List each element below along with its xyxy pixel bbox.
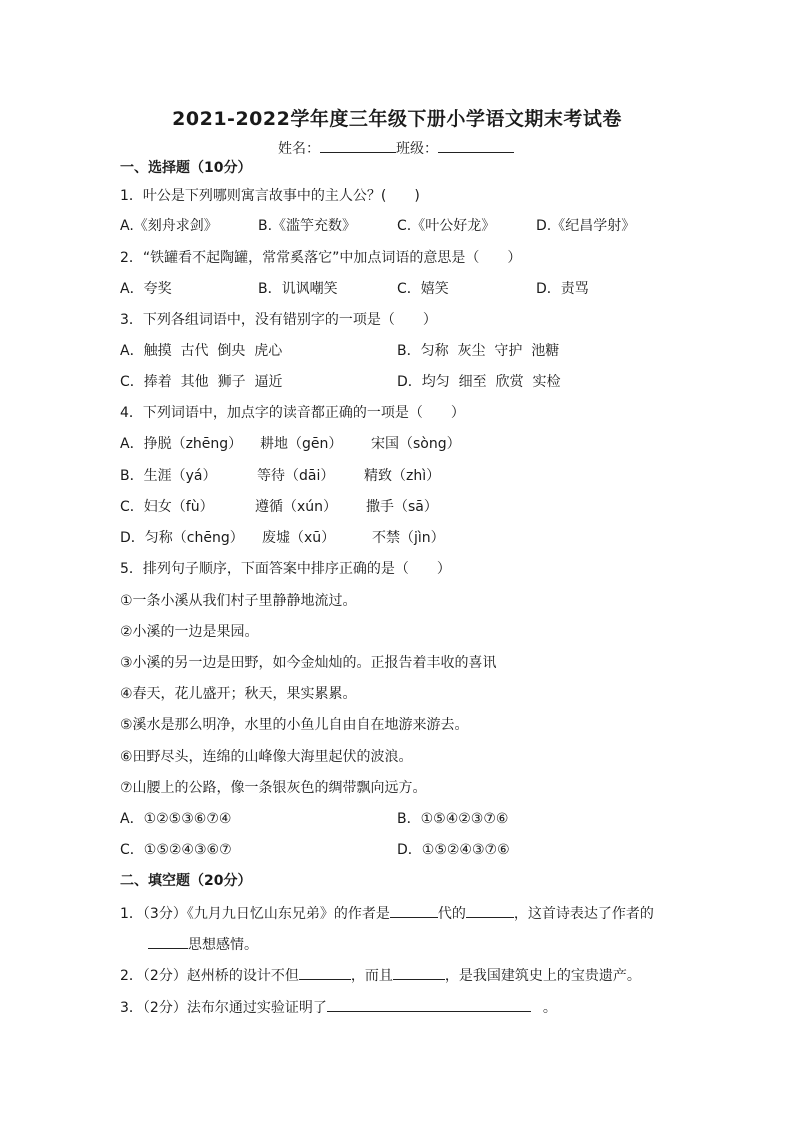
q4-stem: 4．下列词语中，加点字的读音都正确的一项是（ ） [120,405,465,421]
q2-option-b: B．讥讽嘲笑 [258,281,338,297]
q5-option-d: D．①⑤②④③⑦⑥ [397,842,510,858]
q4-row-c-3: 撒手（sā） [366,499,438,515]
fill-q1-text-4: 思想感情。 [188,937,258,953]
q5-sentence: ①一条小溪从我们村子里静静地流过。 [120,593,357,609]
fill-q3-blank[interactable] [327,997,531,1012]
q5-sentence: ⑥田野尽头，连绵的山峰像大海里起伏的波浪。 [120,749,413,765]
q4-row-d-2: 废墟（xū） [262,530,336,546]
fill-q2-blank-2[interactable] [393,965,445,980]
name-blank[interactable] [320,138,396,153]
q4-row-d-3: 不禁（jìn） [372,530,445,546]
q4-row-b-1: B．生涯（yá） [120,468,217,484]
q4-row-a-2: 耕地（gēn） [260,436,343,452]
section-choice-heading: 一、选择题（10分） [120,160,252,176]
q4-row-b-2: 等待（dāi） [257,468,335,484]
q4-row-d-1: D．匀称（chēng） [120,530,244,546]
fill-q2-blank-1[interactable] [299,965,351,980]
q2-option-a: A．夸奖 [120,281,172,297]
q4-row-a-3: 宋国（sòng） [371,436,461,452]
q3-stem: 3．下列各组词语中，没有错别字的一项是（ ） [120,312,437,328]
q4-row-b-3: 精致（zhì） [364,468,441,484]
q3-option-d: D．均匀 细至 欣赏 实检 [397,374,561,390]
student-info-row [278,138,514,158]
fill-q1-blank-1[interactable] [390,903,438,918]
fill-q1-line1 [120,903,654,924]
q1-option-d: D.《纪昌学射》 [536,218,636,234]
q3-option-b: B．匀称 灰尘 守护 池糖 [397,343,560,359]
q1-option-b: B.《滥竽充数》 [258,218,357,234]
fill-q1-text-1: 1．（3分）《九月九日忆山东兄弟》的作者是 [120,906,390,922]
q4-row-c-1: C．妇女（fù） [120,499,214,515]
fill-q3-text-2: 。 [542,1000,557,1016]
fill-q1-line2 [148,934,258,955]
fill-q2-text-2: ，而且 [350,968,393,984]
fill-q3-text-1: 3．（2分）法布尔通过实验证明了 [120,1000,327,1016]
q2-stem: 2．“铁罐看不起陶罐，常常奚落它”中加点词语的意思是（ ） [120,250,522,266]
q5-sentence: ③小溪的另一边是田野，如今金灿灿的。正报告着丰收的喜讯 [120,655,497,671]
fill-q2 [120,965,641,986]
q5-sentence: ④春天，花儿盛开；秋天，果实累累。 [120,686,357,702]
fill-q1-text-3: ，这首诗表达了作者的 [513,906,654,922]
fill-q1-blank-2[interactable] [466,903,514,918]
fill-q1-blank-3[interactable] [148,934,188,949]
q1-option-a: A.《刻舟求剑》 [120,218,218,234]
q5-option-c: C．①⑤②④③⑥⑦ [120,842,232,858]
q2-option-c: C．嬉笑 [397,281,449,297]
section-fill-heading: 二、填空题（20分） [120,873,252,889]
q5-option-a: A．①②⑤③⑥⑦④ [120,811,232,827]
class-blank[interactable] [438,138,514,153]
q5-sentence: ⑦山腰上的公路，像一条银灰色的绸带飘向远方。 [120,780,427,796]
fill-q3 [120,997,557,1018]
q1-option-c: C.《叶公好龙》 [397,218,496,234]
q5-stem: 5．排列句子顺序，下面答案中排序正确的是（ ） [120,561,451,577]
name-label: 姓名： [278,141,320,157]
q4-row-a-1: A．挣脱（zhēng） [120,436,243,452]
q3-option-a: A．触摸 古代 倒央 虎心 [120,343,283,359]
q5-option-b: B．①⑤④②③⑦⑥ [397,811,509,827]
fill-q2-text-3: ，是我国建筑史上的宝贵遗产。 [444,968,641,984]
page-title: 2021-2022学年度三年级下册小学语文期末考试卷 [172,108,622,130]
q5-sentence: ②小溪的一边是果园。 [120,624,259,640]
q2-option-d: D．责骂 [536,281,589,297]
q4-row-c-2: 遵循（xún） [255,499,338,515]
q1-stem: 1．叶公是下列哪则寓言故事中的主人公？( ) [120,188,420,204]
q5-sentence: ⑤溪水是那么明净，水里的小鱼儿自由自在地游来游去。 [120,717,469,733]
q3-option-c: C．捧着 其他 狮子 逼近 [120,374,283,390]
fill-q1-text-2: 代的 [437,906,466,922]
class-label: 班级： [396,141,438,157]
fill-q2-text-1: 2．（2分）赵州桥的设计不但 [120,968,299,984]
